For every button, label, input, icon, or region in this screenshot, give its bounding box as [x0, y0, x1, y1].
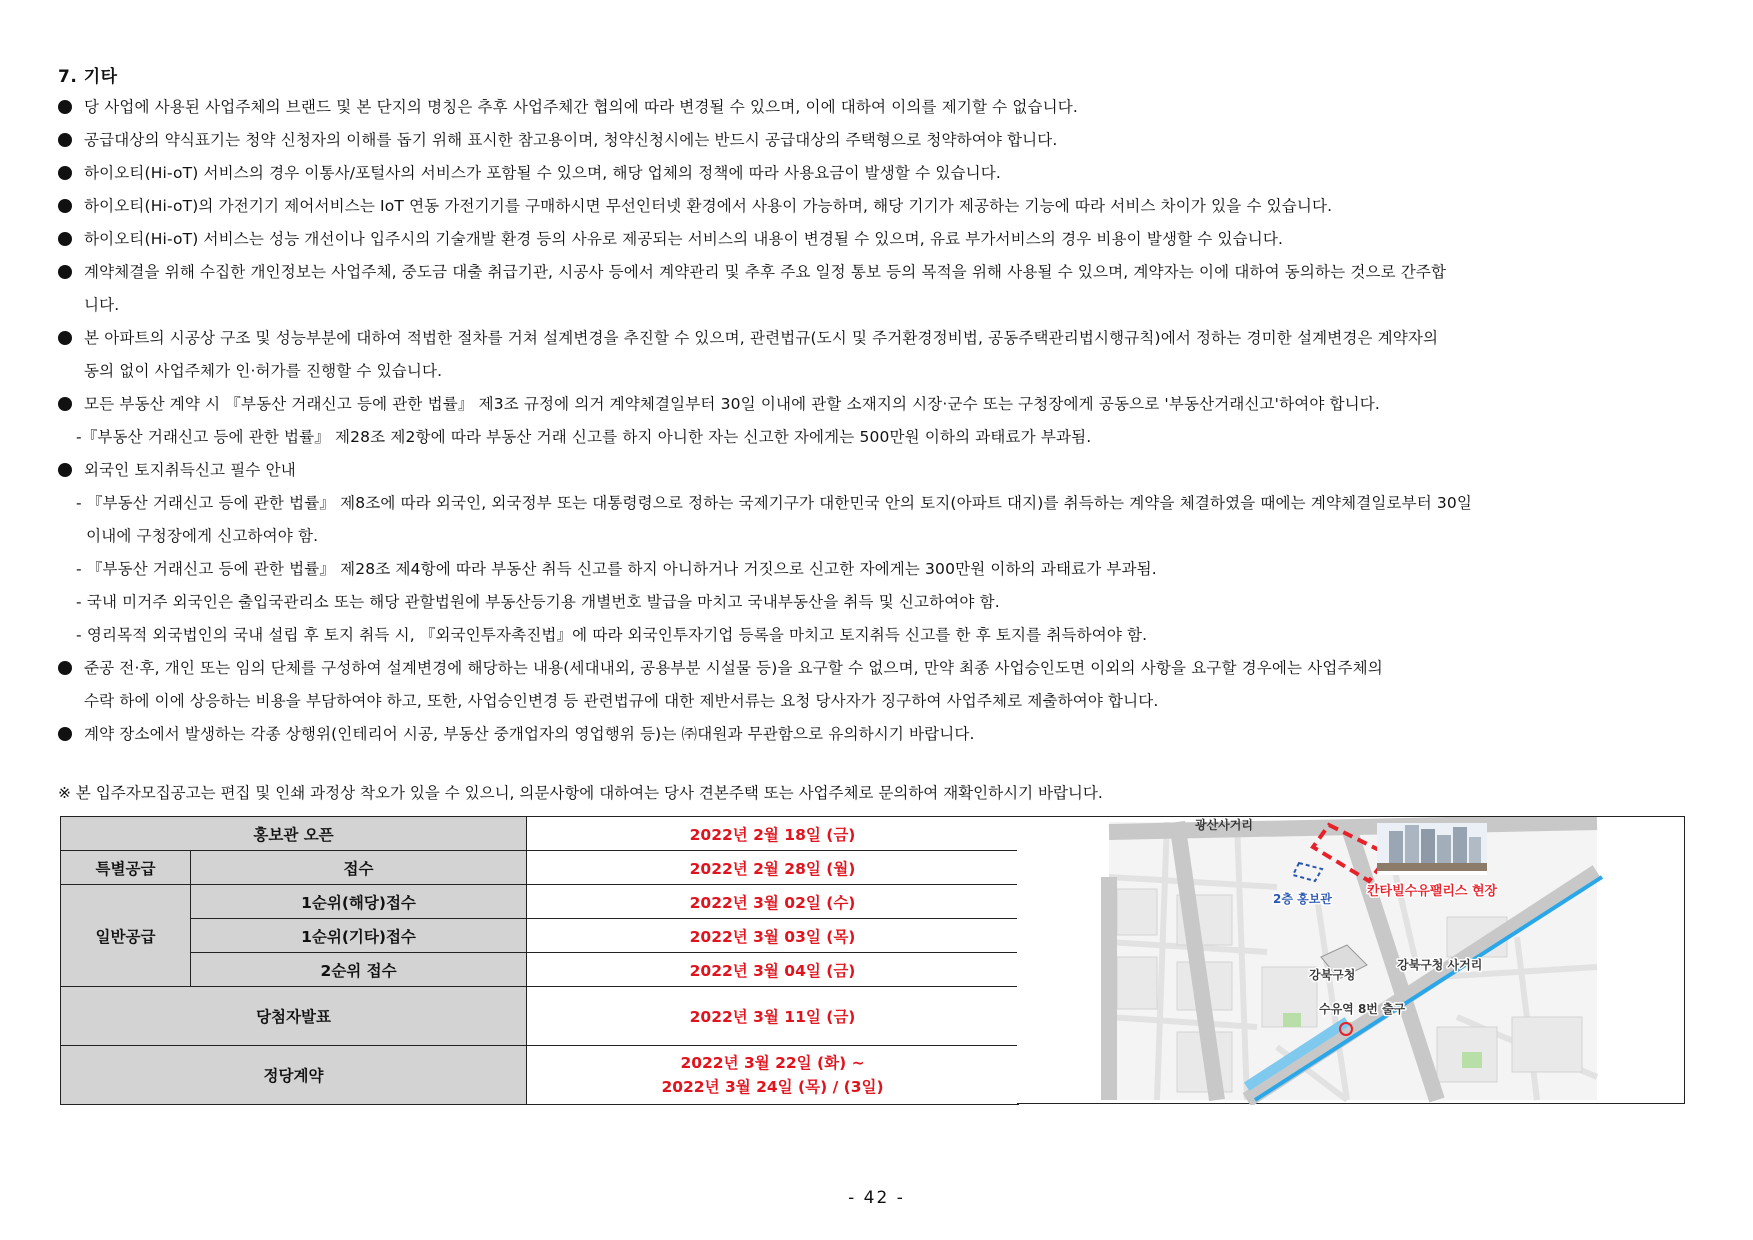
bullet-dot-icon [58, 265, 72, 279]
map-graphic [1017, 817, 1685, 1105]
location-map [1017, 816, 1685, 1104]
section-title: 7. 기타 [58, 67, 118, 87]
table-row [61, 919, 1019, 953]
schedule-label: 1순위(기타)접수 [191, 919, 527, 953]
schedule-label: 정당계약 [61, 1046, 527, 1105]
notice-text: ※ 본 입주자모집공고는 편집 및 인쇄 과정상 착오가 있을 수 있으니, 의문사항에 대하여는 당사 견본주택 또는 사업주체로 문의하여 재확인하시기 바랍니다. [58, 784, 1103, 802]
bullet-dot-icon [58, 100, 72, 114]
bullet-dot-icon [58, 727, 72, 741]
schedule-date: 2022년 3월 03일 (목) [527, 919, 1019, 953]
map-label-office-intersection: 강북구청 사거리 [1397, 958, 1483, 972]
page-number: - 42 - [848, 1188, 905, 1208]
schedule-date: 2022년 2월 18일 (금) [527, 817, 1019, 851]
schedule-group-label: 일반공급 [61, 885, 191, 987]
schedule-label: 당첨자발표 [61, 987, 527, 1046]
table-row [61, 1046, 1019, 1105]
map-label-intersection: 광산사거리 [1195, 818, 1253, 832]
contract-date-line: 2022년 3월 24일 (목) / (3일) [661, 1078, 884, 1096]
table-row [61, 817, 1019, 851]
map-label-site: 칸타빌수유팰리스 현장 [1367, 884, 1498, 899]
bullet-dot-icon [58, 661, 72, 675]
schedule-label: 홍보관 오픈 [61, 817, 527, 851]
bullet-dot-icon [58, 397, 72, 411]
schedule-date [527, 1046, 1019, 1105]
schedule-table [60, 816, 1019, 1105]
contract-date-line: 2022년 3월 22일 (화) ~ [680, 1054, 865, 1072]
schedule-group-label: 특별공급 [61, 851, 191, 885]
bullet-dot-icon [58, 232, 72, 246]
schedule-label: 1순위(해당)접수 [191, 885, 527, 919]
schedule-date: 2022년 3월 04일 (금) [527, 953, 1019, 987]
bullet-dot-icon [58, 133, 72, 147]
map-park [1283, 1013, 1301, 1027]
bullet-dot-icon [58, 199, 72, 213]
table-row [61, 851, 1019, 885]
schedule-label: 접수 [191, 851, 527, 885]
schedule-date: 2022년 3월 02일 (수) [527, 885, 1019, 919]
schedule-date: 2022년 3월 11일 (금) [527, 987, 1019, 1046]
table-row [61, 885, 1019, 919]
schedule-date: 2022년 2월 28일 (월) [527, 851, 1019, 885]
schedule-label: 2순위 접수 [191, 953, 527, 987]
map-site-photo [1377, 823, 1487, 875]
bullet-dot-icon [58, 331, 72, 345]
map-label-station: 수유역 8번 출구 [1319, 1002, 1406, 1016]
bullet-dot-icon [58, 463, 72, 477]
map-label-promo: 2층 홍보관 [1273, 892, 1332, 906]
table-row [61, 987, 1019, 1046]
map-park [1462, 1052, 1482, 1068]
bullet-dot-icon [58, 166, 72, 180]
map-label-office: 강북구청 [1309, 968, 1356, 982]
table-row [61, 953, 1019, 987]
